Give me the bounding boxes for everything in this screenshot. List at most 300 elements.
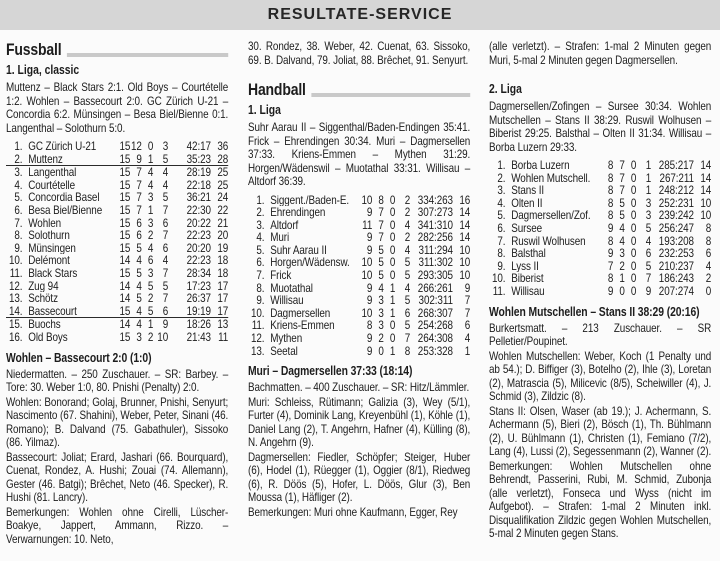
table-row (6, 140, 228, 153)
cell-rank: 13. (250, 343, 265, 358)
cell-d: 2 (147, 291, 154, 306)
cell-w: 7 (619, 158, 625, 172)
cell-team: Frick (270, 269, 292, 282)
cell-score: 302:311 (418, 293, 453, 308)
cell-rank: 1. (256, 192, 265, 207)
cell-l: 1 (645, 183, 652, 198)
cell-d: 0 (630, 220, 637, 235)
table-row (6, 292, 228, 305)
cell-d: 0 (389, 230, 396, 245)
cell-d: 5 (147, 303, 154, 318)
cell-pts: 14 (459, 230, 471, 245)
cell-pts: 19 (217, 240, 229, 255)
cell-pts: 8 (705, 233, 712, 248)
cell-g: 9 (607, 283, 614, 298)
cell-score: 210:237 (658, 258, 694, 273)
cell-team: Kriens-Emmen (270, 319, 335, 333)
cell-w: 4 (136, 278, 142, 293)
table-row (248, 345, 470, 358)
cell-rank: 4. (256, 230, 265, 245)
cell-d: 1 (389, 343, 396, 358)
cell-team: Lyss II (511, 259, 539, 273)
report-paragraph: Dagmersellen: Fiedler, Schöpfer; Steiger, Huber (6), Hodel (1), Rüegger (1), Oggier (8/1), Riedweg (6), R. Döös (5), Hofer, L. Döös, Glur (3), Ben Moussa (1), Häfliger (2). (248, 449, 471, 505)
table-row (6, 153, 228, 167)
table-row (248, 231, 470, 244)
report-paragraph: Bemerkungen: Wohlen ohne Cirelli, Lüscher-Boakye, Jappert, Ammann, Rizzo. – Verwarnungen: 10. Neto, (6, 504, 229, 546)
cell-g: 8 (607, 158, 614, 172)
cell-w: 7 (619, 170, 625, 185)
cell-w: 2 (378, 331, 384, 346)
cell-team: Sursee (511, 221, 543, 235)
cell-score: 264:308 (417, 331, 453, 346)
table-row (489, 184, 711, 197)
cell-pts: 25 (217, 165, 229, 180)
cell-score: 282:256 (417, 230, 453, 245)
cell-pts: 2 (705, 271, 712, 286)
cell-d: 1 (147, 317, 154, 332)
cell-team: Altdorf (270, 218, 299, 232)
cell-pts: 14 (700, 183, 712, 198)
cell-team: Schötz (28, 292, 58, 305)
cell-pts: 18 (217, 265, 229, 280)
cell-team: Muri (270, 231, 290, 244)
cell-g: 15 (119, 202, 131, 217)
cell-pts: 10 (459, 268, 471, 283)
cell-l: 5 (404, 318, 411, 333)
cell-l: 7 (162, 291, 169, 306)
cell-score: 268:307 (417, 305, 453, 320)
cell-pts: 10 (459, 242, 471, 257)
cell-pts: 16 (459, 192, 471, 207)
cell-pts: 14 (459, 205, 471, 220)
cell-l: 5 (645, 220, 652, 235)
column-handball (248, 40, 470, 520)
cell-l: 5 (404, 268, 411, 283)
cell-rank: 9. (497, 258, 506, 273)
cell-rank: 1. (14, 139, 23, 153)
cell-w: 3 (378, 305, 384, 320)
table-row (6, 204, 228, 217)
cell-rank: 9. (14, 240, 23, 255)
cell-w: 4 (136, 303, 142, 318)
cell-pts: 22 (217, 202, 229, 217)
table-row (248, 206, 470, 219)
cell-pts: 4 (464, 331, 471, 346)
cell-w: 5 (619, 208, 625, 223)
cell-pts: 9 (464, 280, 471, 295)
cell-g: 15 (119, 265, 131, 280)
cell-l: 6 (645, 246, 652, 261)
cell-l: 7 (645, 271, 652, 286)
cell-w: 3 (378, 293, 384, 308)
cell-w: 7 (378, 230, 384, 245)
cell-l: 6 (162, 240, 169, 255)
cell-d: 0 (630, 233, 637, 248)
cell-rank: 15. (8, 317, 23, 332)
cell-g: 9 (366, 205, 373, 220)
cell-l: 1 (645, 170, 652, 185)
report-paragraph: Bassecourt: Joliat; Erard, Jashari (66. Bourquard), Cuenat, Rondez, A. Hushi; Zouai (74. Allemann), Gester (46. Batgi); Brêchet, Neto (46. Specker), R. Hushi (81. Lancry). (6, 449, 229, 504)
cell-w: 0 (619, 283, 625, 298)
cell-score: 28:19 (186, 165, 211, 180)
cell-g: 9 (607, 246, 614, 261)
cell-l: 7 (404, 331, 411, 346)
cell-w: 9 (136, 151, 142, 166)
cell-rank: 6. (256, 255, 265, 270)
cell-score: 42:17 (186, 139, 211, 153)
heading-rule (312, 93, 471, 97)
cell-w: 3 (136, 329, 142, 344)
cell-rank: 6. (497, 220, 506, 235)
cell-rank: 11. (251, 318, 265, 333)
cell-rank: 3. (256, 217, 265, 232)
league-table (489, 159, 711, 298)
cell-score: 307:273 (417, 205, 453, 220)
cell-score: 311:302 (418, 255, 453, 270)
league-subheading: 1. Liga, classic (6, 63, 80, 77)
cell-d: 1 (389, 305, 396, 320)
cell-score: 22:18 (186, 177, 211, 192)
cell-rank: 14. (8, 303, 23, 318)
cell-team: Olten II (511, 196, 543, 210)
heading-rule (67, 53, 228, 57)
league-table (6, 140, 228, 344)
section-title: Fussball (6, 40, 62, 59)
column-fussball (6, 40, 228, 547)
cell-g: 10 (361, 305, 373, 320)
match-heading: Muri – Dagmersellen 37:33 (18:14) (248, 364, 413, 379)
cell-w: 7 (378, 217, 384, 232)
cell-pts: 17 (217, 303, 229, 318)
cell-d: 0 (389, 331, 396, 346)
cell-pts: 13 (217, 317, 229, 332)
cell-d: 0 (147, 139, 154, 153)
cell-l: 5 (162, 190, 169, 205)
cell-w: 7 (619, 183, 625, 198)
cell-rank: 2. (14, 151, 23, 166)
cell-l: 5 (162, 151, 169, 166)
table-row (489, 159, 711, 172)
cell-l: 4 (162, 177, 169, 192)
cell-score: 341:310 (417, 217, 453, 232)
cell-score: 28:34 (186, 265, 211, 280)
cell-g: 8 (607, 183, 614, 198)
cell-g: 14 (119, 317, 131, 332)
cell-d: 6 (147, 253, 154, 268)
cell-g: 15 (119, 303, 131, 318)
cell-g: 8 (607, 208, 614, 223)
table-row (248, 332, 470, 345)
cell-w: 5 (136, 240, 142, 255)
cell-score: 193:208 (658, 233, 694, 248)
cell-team: GC Zürich U-21 (28, 140, 97, 153)
cell-g: 7 (607, 258, 614, 273)
report-paragraph: Wohlen Mutschellen: Weber, Koch (1 Penalty und ab 54.); D. Biffiger (3), Botelho (2), Ihle (3), Loretan (2), Matrascia (5), Milicevic (8/5), Scheiwiller (4), J. Schmid (3), Zildzic (8). (489, 348, 712, 404)
cell-l: 4 (162, 253, 169, 268)
cell-rank: 2. (256, 205, 265, 220)
cell-w: 4 (136, 253, 142, 268)
cell-g: 10 (361, 268, 373, 283)
cell-score: 26:37 (186, 291, 211, 306)
cell-l: 2 (404, 205, 411, 220)
cell-pts: 17 (217, 278, 229, 293)
cell-team: Delémont (28, 254, 70, 267)
cell-l: 1 (645, 158, 652, 172)
report-paragraph: Bachmatten. – 400 Zuschauer. – SR: Hitz/Lämmler. (248, 380, 470, 395)
cell-l: 3 (162, 139, 169, 153)
cell-l: 7 (162, 202, 169, 217)
cell-d: 0 (389, 318, 396, 333)
table-row (489, 222, 711, 235)
cell-team: Dagmersellen (270, 306, 331, 320)
cell-g: 15 (119, 190, 131, 205)
cell-team: Mythen (270, 332, 303, 345)
cell-d: 1 (389, 280, 396, 295)
cell-d: 5 (147, 278, 154, 293)
cell-score: 248:212 (658, 183, 694, 198)
cell-g: 8 (366, 318, 373, 333)
cell-l: 4 (162, 165, 169, 180)
cell-pts: 17 (217, 291, 229, 306)
league-subheading: 1. Liga (248, 103, 281, 117)
cell-pts: 28 (217, 151, 229, 166)
cell-score: 17:23 (186, 278, 211, 293)
cell-d: 0 (389, 217, 396, 232)
cell-rank: 5. (14, 190, 23, 205)
cell-score: 254:268 (417, 318, 453, 333)
cell-g: 15 (119, 151, 131, 166)
cell-g: 9 (366, 230, 373, 245)
cell-team: Bassecourt (28, 304, 77, 318)
cell-w: 5 (378, 242, 384, 257)
cell-w: 6 (136, 228, 142, 243)
cell-score: 267:211 (659, 170, 694, 185)
report-paragraph: 30. Rondez, 38. Weber, 42. Cuenat, 63. Sissoko, 69. B. Dalvand, 79. Joliat, 88. Brêchet, 91. Senyurt. (248, 39, 471, 67)
cell-score: 36:21 (186, 190, 211, 205)
cell-pts: 6 (464, 318, 471, 333)
cell-rank: 11. (492, 283, 506, 298)
cell-rank: 7. (14, 215, 23, 230)
report-paragraph: Suhr Aarau II – Siggenthal/Baden-Endingen 35:41. Frick – Ehrendingen 30:34. Muri – Dagmersellen 37:33. Kriens-Emmen – Mythen 31:29. Horgen/Wädenswil – Muotathal 33:31. Willisau – Altdorf 36:39. (248, 120, 471, 188)
cell-team: Münsingen (28, 241, 76, 255)
cell-d: 1 (147, 202, 154, 217)
cell-team: Dagmersellen/Zof. (511, 209, 591, 222)
cell-g: 8 (607, 170, 614, 185)
cell-w: 5 (136, 265, 142, 280)
cell-d: 4 (147, 177, 154, 192)
cell-d: 0 (389, 268, 396, 283)
cell-w: 3 (378, 318, 384, 333)
cell-team: Black Stars (28, 266, 78, 280)
cell-w: 4 (378, 280, 384, 295)
cell-g: 14 (119, 278, 131, 293)
cell-g: 8 (607, 271, 614, 286)
cell-l: 3 (645, 208, 652, 223)
cell-w: 4 (136, 317, 142, 332)
cell-pts: 10 (700, 195, 712, 210)
cell-team: Buochs (28, 318, 61, 331)
cell-rank: 5. (256, 242, 265, 257)
cell-team: Horgen/Wädensw. (270, 256, 350, 270)
cell-rank: 8. (256, 280, 265, 295)
cell-l: 8 (404, 343, 411, 358)
cell-pts: 8 (705, 220, 712, 235)
cell-pts: 11 (218, 329, 229, 344)
cell-rank: 4. (14, 177, 23, 192)
cell-g: 10 (361, 255, 373, 270)
cell-w: 7 (136, 202, 142, 217)
cell-rank: 8. (497, 246, 506, 261)
cell-g: 14 (119, 291, 131, 306)
cell-d: 2 (147, 329, 154, 344)
cell-l: 3 (645, 195, 652, 210)
cell-team: Zug 94 (28, 279, 59, 293)
cell-score: 20:20 (186, 240, 211, 255)
report-paragraph: Stans II: Olsen, Waser (ab 19.); J. Achermann, S. Achermann (5), Bieri (2), Bösch (1), Th. Bühlmann (2), U. Bühlmann (1), Christen (1), Femiano (7/2), Lang (4), Lussi (2), Segessenmann (2), Wanner (2). (489, 403, 712, 459)
table-row (248, 294, 470, 307)
cell-w: 7 (136, 190, 142, 205)
table-row (489, 247, 711, 260)
cell-w: 1 (619, 271, 625, 286)
cell-team: Balsthal (511, 247, 546, 260)
cell-pts: 14 (700, 170, 712, 185)
cell-d: 0 (389, 205, 396, 220)
cell-score: 18:26 (186, 317, 211, 332)
cell-pts: 10 (459, 255, 471, 270)
cell-team: Suhr Aarau II (270, 243, 327, 257)
cell-d: 1 (147, 151, 154, 166)
cell-rank: 1. (497, 158, 506, 172)
cell-team: Muttenz (28, 152, 63, 166)
cell-rank: 7. (497, 233, 506, 248)
cell-w: 7 (378, 205, 384, 220)
cell-g: 15 (119, 165, 131, 180)
cell-d: 0 (389, 192, 396, 207)
cell-l: 6 (162, 303, 169, 318)
cell-l: 7 (162, 228, 169, 243)
cell-d: 3 (147, 190, 154, 205)
cell-w: 5 (378, 255, 384, 270)
cell-pts: 0 (705, 283, 712, 298)
cell-d: 0 (630, 283, 637, 298)
cell-d: 0 (630, 246, 637, 261)
cell-w: 5 (619, 195, 625, 210)
cell-rank: 12. (250, 331, 265, 346)
table-row (489, 285, 711, 298)
cell-score: 334:263 (417, 192, 453, 207)
cell-team: Wohlen (28, 216, 62, 230)
cell-pts: 21 (217, 215, 229, 230)
cell-score: 253:328 (417, 343, 453, 358)
cell-w: 12 (130, 139, 142, 153)
report-paragraph: Dagmersellen/Zofingen – Sursee 30:34. Wohlen Mutschellen – Stans II 38:29. Ruswil Wolhusen – Biberist 29:25. Balsthal – Olten II 31:34. Willisau – Borba Luzern 29:33. (489, 99, 712, 154)
cell-l: 5 (645, 258, 652, 273)
cell-g: 9 (366, 280, 373, 295)
cell-g: 15 (119, 228, 131, 243)
cell-d: 0 (630, 271, 637, 286)
cell-score: 285:217 (658, 158, 694, 172)
cell-score: 311:294 (418, 242, 453, 257)
cell-score: 232:253 (658, 246, 694, 261)
report-paragraph: Muttenz – Black Stars 2:1. Old Boys – Courtételle 1:2. Wohlen – Bassecourt 2:0. GC Zürich U-21 – Concordia 6:2. Münsingen – Besa Biel/Bienne 0:1. Langenthal – Solothurn 5:0. (6, 80, 229, 135)
match-heading: Wohlen – Bassecourt 2:0 (1:0) (6, 350, 152, 365)
cell-d: 0 (630, 183, 637, 198)
cell-g: 8 (607, 233, 614, 248)
cell-score: 22:23 (186, 253, 211, 268)
cell-g: 15 (119, 177, 131, 192)
cell-score: 20:22 (186, 215, 211, 230)
cell-d: 0 (630, 158, 637, 172)
page-title: RESULTATE-SERVICE (267, 6, 453, 23)
cell-score: 21:43 (186, 329, 211, 344)
cell-l: 9 (162, 317, 169, 332)
cell-d: 4 (147, 240, 154, 255)
cell-pts: 18 (217, 253, 229, 268)
cell-rank: 9. (256, 293, 265, 308)
cell-score: 256:247 (658, 220, 694, 235)
cell-team: Biberist (511, 272, 544, 285)
cell-pts: 24 (217, 190, 229, 205)
cell-w: 5 (378, 268, 384, 283)
cell-team: Solothurn (28, 229, 70, 242)
cell-rank: 10. (250, 305, 265, 320)
section-heading (6, 40, 228, 60)
cell-g: 9 (366, 343, 373, 358)
cell-l: 4 (404, 217, 411, 232)
cell-rank: 7. (256, 268, 265, 283)
cell-rank: 2. (497, 170, 506, 185)
cell-l: 5 (404, 255, 411, 270)
cell-rank: 5. (497, 208, 506, 223)
cell-l: 2 (404, 230, 411, 245)
cell-d: 0 (630, 208, 637, 223)
cell-rank: 10. (491, 271, 506, 286)
cell-rank: 10. (8, 253, 23, 268)
cell-rank: 6. (14, 202, 23, 217)
cell-d: 3 (147, 215, 154, 230)
table-row (6, 166, 228, 179)
cell-g: 9 (366, 293, 373, 308)
cell-rank: 13. (8, 291, 23, 306)
cell-l: 6 (404, 305, 411, 320)
cell-pts: 20 (217, 228, 229, 243)
cell-rank: 11. (9, 265, 23, 280)
cell-w: 3 (619, 246, 625, 261)
cell-rank: 8. (14, 228, 23, 243)
report-paragraph: Niedermatten. – 250 Zuschauer. – SR: Barbey. – Tore: 30. Weber 1:0, 80. Pnishi (Penalty) 2:0. (6, 366, 229, 394)
cell-team: Willisau (270, 294, 304, 307)
cell-d: 0 (389, 255, 396, 270)
cell-g: 9 (607, 220, 614, 235)
cell-l: 6 (162, 215, 169, 230)
cell-score: 252:231 (658, 195, 694, 210)
cell-w: 2 (619, 258, 625, 273)
cell-team: Muotathal (270, 281, 313, 295)
cell-g: 11 (362, 217, 373, 232)
table-row (6, 305, 228, 319)
cell-pts: 10 (700, 208, 712, 223)
cell-d: 4 (147, 165, 154, 180)
cell-w: 8 (378, 192, 384, 207)
cell-w: 4 (619, 233, 625, 248)
cell-pts: 7 (464, 293, 471, 308)
cell-pts: 14 (700, 158, 712, 172)
cell-pts: 1 (464, 343, 471, 358)
report-paragraph: Muri: Schleiss, Rütimann; Galizia (3), Wey (5/1), Furter (4), Dominik Lang, Kreyenbühl (1), Köhle (1), Daniel Lang (2), T. Angehrn, Hafner (4), Külling (8), N. Angehrn (9). (248, 394, 471, 450)
league-subheading: 2. Liga (489, 82, 522, 96)
cell-team: Concordia Basel (28, 191, 100, 204)
cell-pts: 4 (705, 258, 712, 273)
